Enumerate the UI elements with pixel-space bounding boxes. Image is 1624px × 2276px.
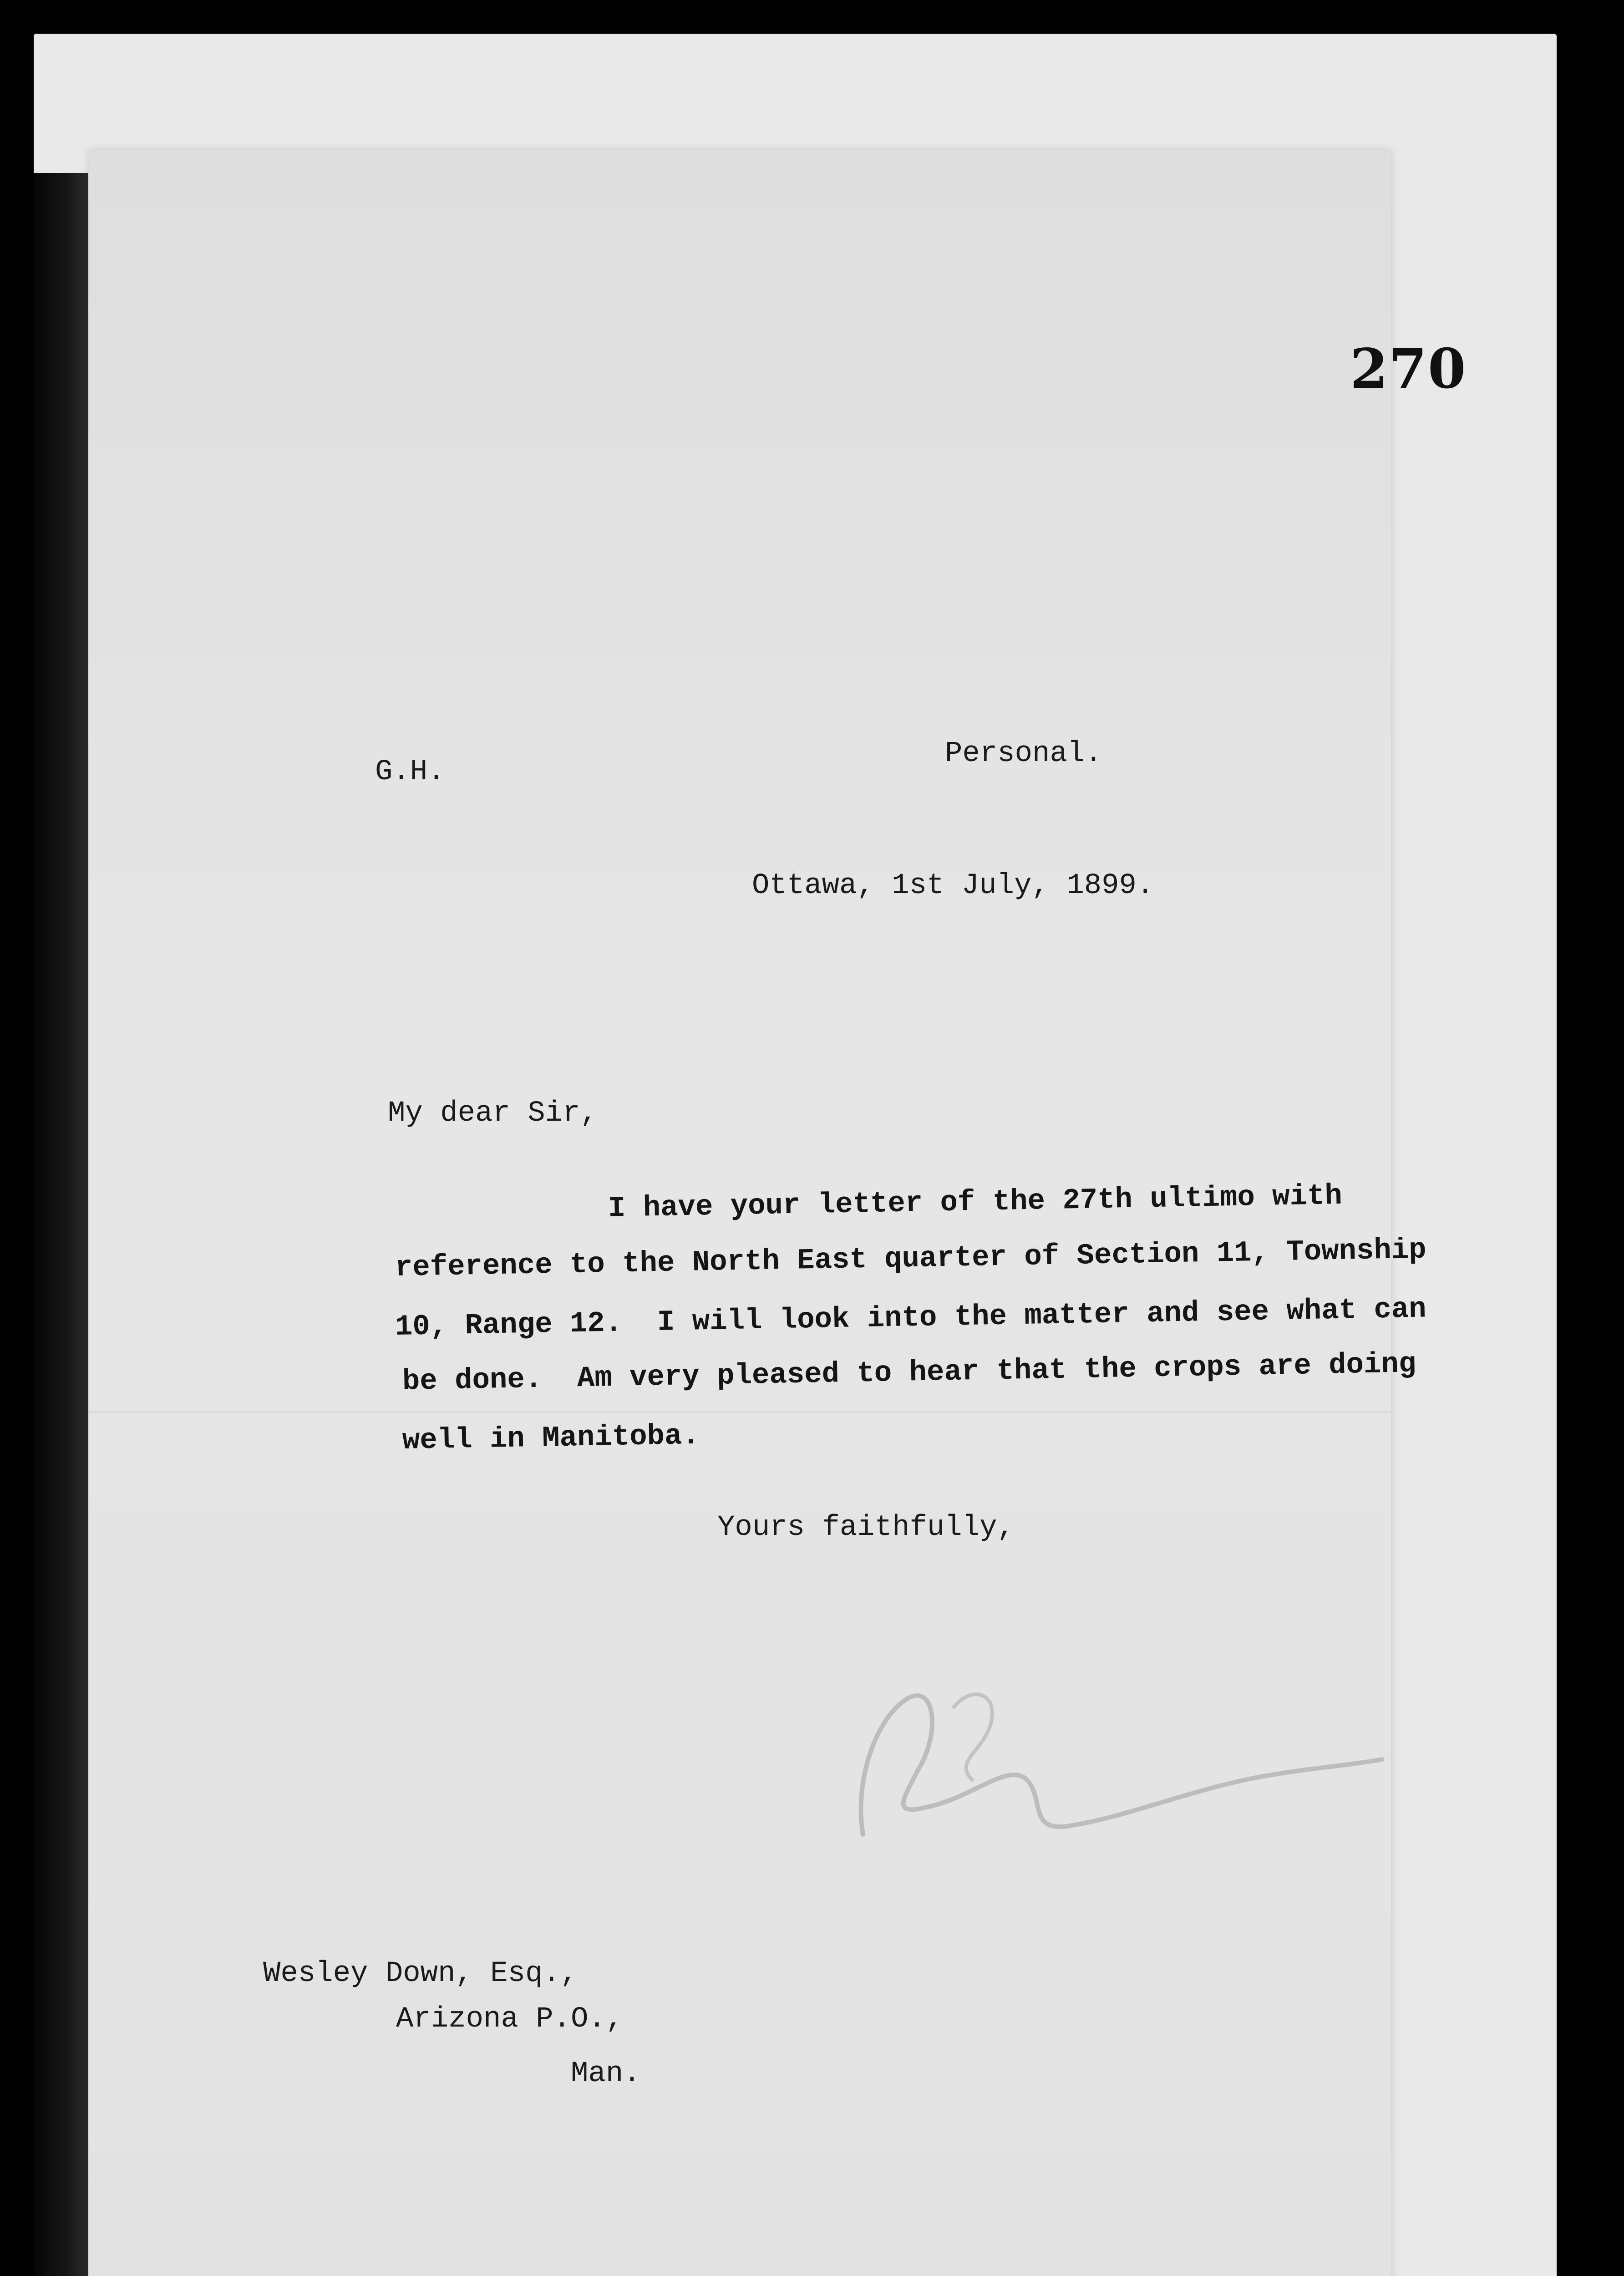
address-line: Man. xyxy=(571,2058,641,2090)
body-line: 10, Range 12. I will look into the matter and see what can xyxy=(395,1293,1427,1344)
body-line: reference to the North East quarter of Section 11, Township xyxy=(395,1234,1427,1285)
closing: Yours faithfully, xyxy=(717,1511,1015,1544)
initials: G.H. xyxy=(375,756,445,788)
binder-strip xyxy=(34,173,88,2276)
folio-number: 270 xyxy=(1350,337,1467,401)
letter-page xyxy=(89,150,1467,2276)
address-line: Arizona P.O., xyxy=(396,2003,624,2036)
address-line: Wesley Down, Esq., xyxy=(263,1957,578,1990)
body-line: well in Manitoba. xyxy=(402,1419,700,1458)
faint-signature xyxy=(836,1643,1400,1898)
personal-marking: Personal. xyxy=(945,737,1102,770)
body-line: be done. Am very pleased to hear that the crops are doing xyxy=(402,1348,1416,1398)
date-line: Ottawa, 1st July, 1899. xyxy=(752,869,1154,902)
salutation: My dear Sir, xyxy=(388,1097,598,1130)
body-line: I have your letter of the 27th ultimo with xyxy=(608,1179,1343,1225)
